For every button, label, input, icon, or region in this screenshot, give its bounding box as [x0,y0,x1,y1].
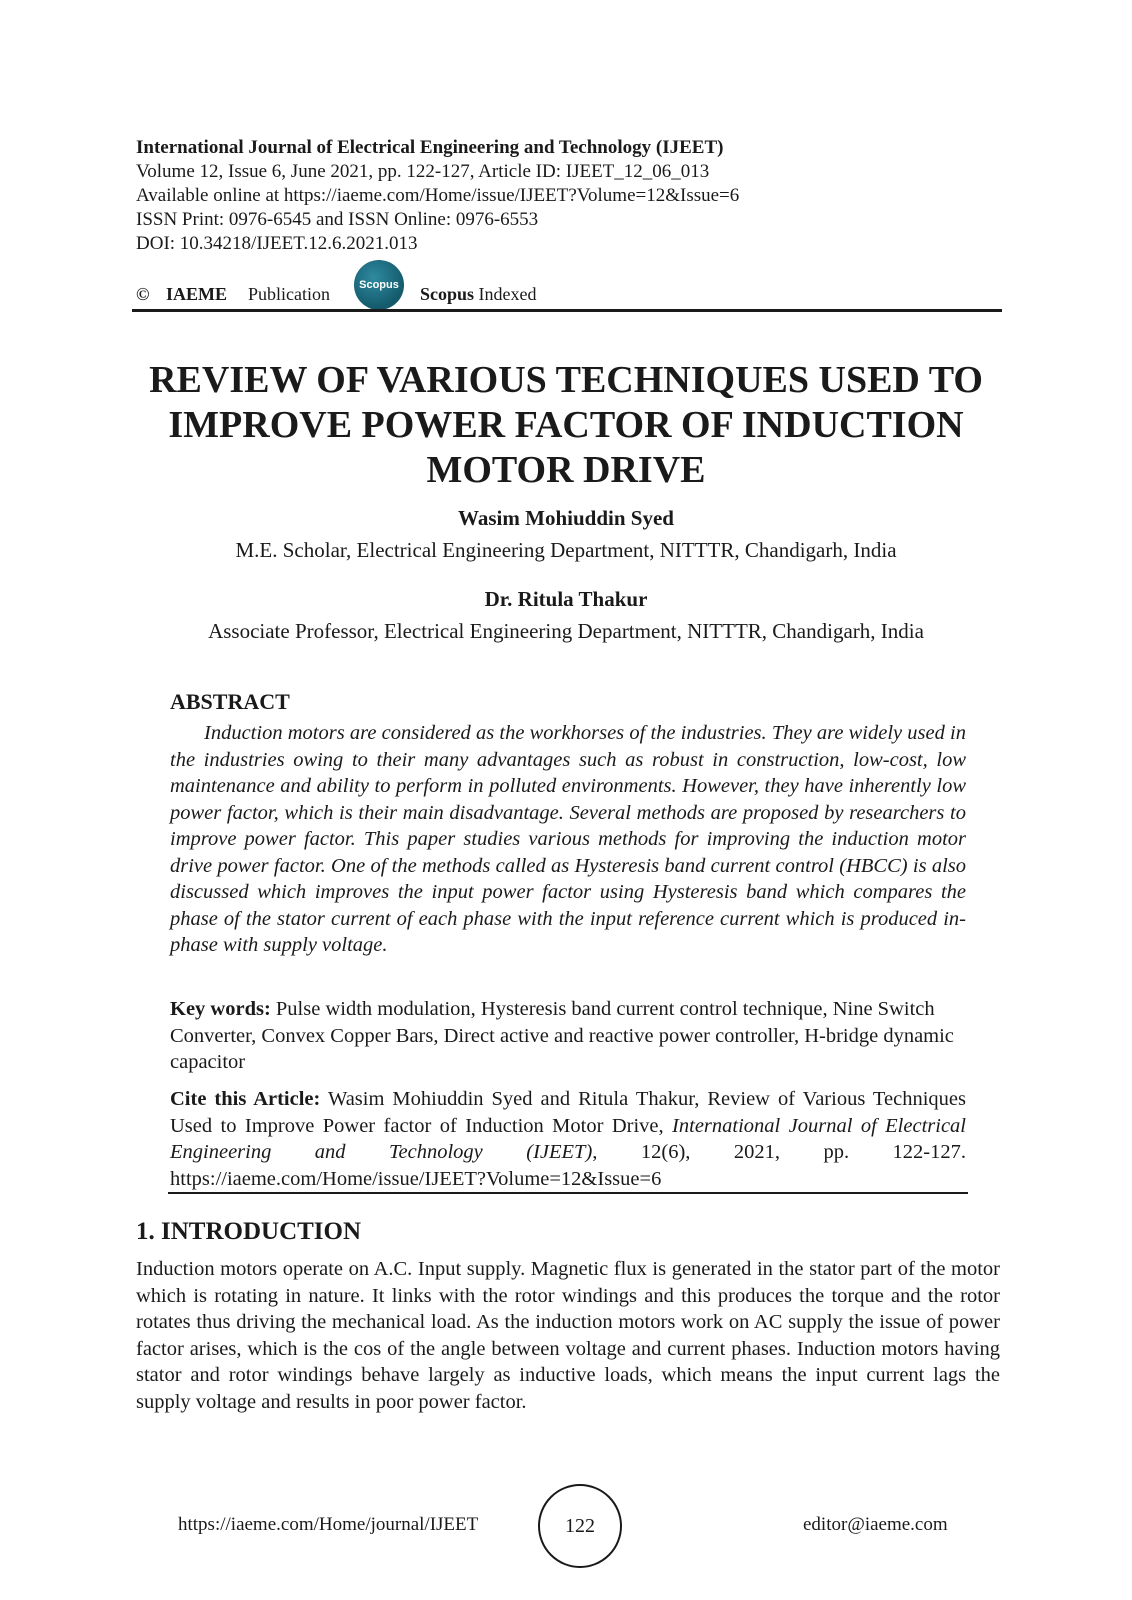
publication-label: Publication [248,284,330,304]
header-divider [132,309,1002,312]
introduction-text: Induction motors operate on A.C. Input supply. Magnetic flux is generated in the stator part of the motor which is rotating in nature. It links with the rotor windings and this produces the torque and the rotor rotates thus driving the mechanical load. As the induction motors work on AC supply the issue of power factor arises, which is the cos of the angle between voltage and current phases. Induction motors having stator and rotor windings behave largely as inductive loads, which means the input current lags the supply voltage and results in poor power factor. [136,1258,1000,1413]
iaeme-label: IAEME [166,284,228,304]
cite-details: , 12(6), 2021, pp. 122-127. [592,1141,967,1163]
volume-line: Volume 12, Issue 6, June 2021, pp. 122-127, Article ID: IJEET_12_06_013 [136,161,710,182]
scopus-bold: Scopus [420,284,475,304]
doi-line: DOI: 10.34218/IJEET.12.6.2021.013 [136,233,418,254]
page-number [538,1484,622,1568]
citation-divider [168,1192,968,1194]
scopus-indexed-label [420,284,537,305]
keywords-label: Key words: [170,998,271,1020]
copyright-symbol: © [136,284,150,304]
journal-name: International Journal of Electrical Engineering and Technology (IJEET) [136,137,724,158]
keywords-text: Pulse width modulation, Hysteresis band current control technique, Nine Switch Converter, Convex Copper Bars, Direct active and reactive power controller, H-bridge dynamic capacitor [170,998,954,1073]
cite-url: https://iaeme.com/Home/issue/IJEET?Volume=12&Issue=6 [170,1167,662,1190]
author-name-2: Dr. Ritula Thakur [484,587,648,611]
abstract-text: Induction motors are considered as the workhorses of the industries. They are widely used in the industries owing to their many advantages such as robust in construction, low-cost, low maintenance and ability to perform in polluted environments. However, they have inherently low power factor, which is their main disadvantage. Several methods are proposed by researchers to improve power factor. This paper studies various methods for improving the induction motor drive power factor. One of the methods called as Hysteresis band current control (HBCC) is also discussed which improves the input power factor using Hysteresis band which compares the phase of the stator current of each phase with the input reference current which is produced in-phase with supply voltage. [170,722,966,956]
cite-text: Wasim Mohiuddin Syed and Ritula Thakur, Review of Various Techniques Used to Improve Power factor of Induction Motor Drive, [170,1088,966,1137]
journal-header [136,136,996,256]
footer-journal-url: https://iaeme.com/Home/journal/IJEET [178,1514,479,1535]
author-name-1: Wasim Mohiuddin Syed [458,506,674,530]
author-affiliation-2: Associate Professor, Electrical Engineering Department, NITTTR, Chandigarh, India [208,619,924,643]
cite-journal: International Journal of Electrical Engineering and Technology (IJEET) [170,1114,966,1163]
introduction-heading: 1. INTRODUCTION [136,1218,362,1245]
footer-email: editor@iaeme.com [803,1514,948,1535]
author-affiliation-1: M.E. Scholar, Electrical Engineering Department, NITTTR, Chandigarh, India [235,538,897,562]
page-number-text: 122 [565,1514,595,1537]
available-line: Available online at https://iaeme.com/Home/issue/IJEET?Volume=12&Issue=6 [136,185,740,206]
publisher-line [136,268,1002,310]
cite-label: Cite this Article: [170,1088,321,1110]
indexed-text: Indexed [478,284,537,304]
citation [170,1086,966,1192]
scopus-logo-icon: Scopus [354,260,404,310]
keywords [170,996,966,1076]
abstract-heading: ABSTRACT [170,689,290,714]
issn-line: ISSN Print: 0976-6545 and ISSN Online: 0976-6553 [136,209,539,230]
paper-title: REVIEW OF VARIOUS TECHNIQUES USED TO IMPROVE POWER FACTOR OF INDUCTION MOTOR DRIVE [149,359,983,491]
